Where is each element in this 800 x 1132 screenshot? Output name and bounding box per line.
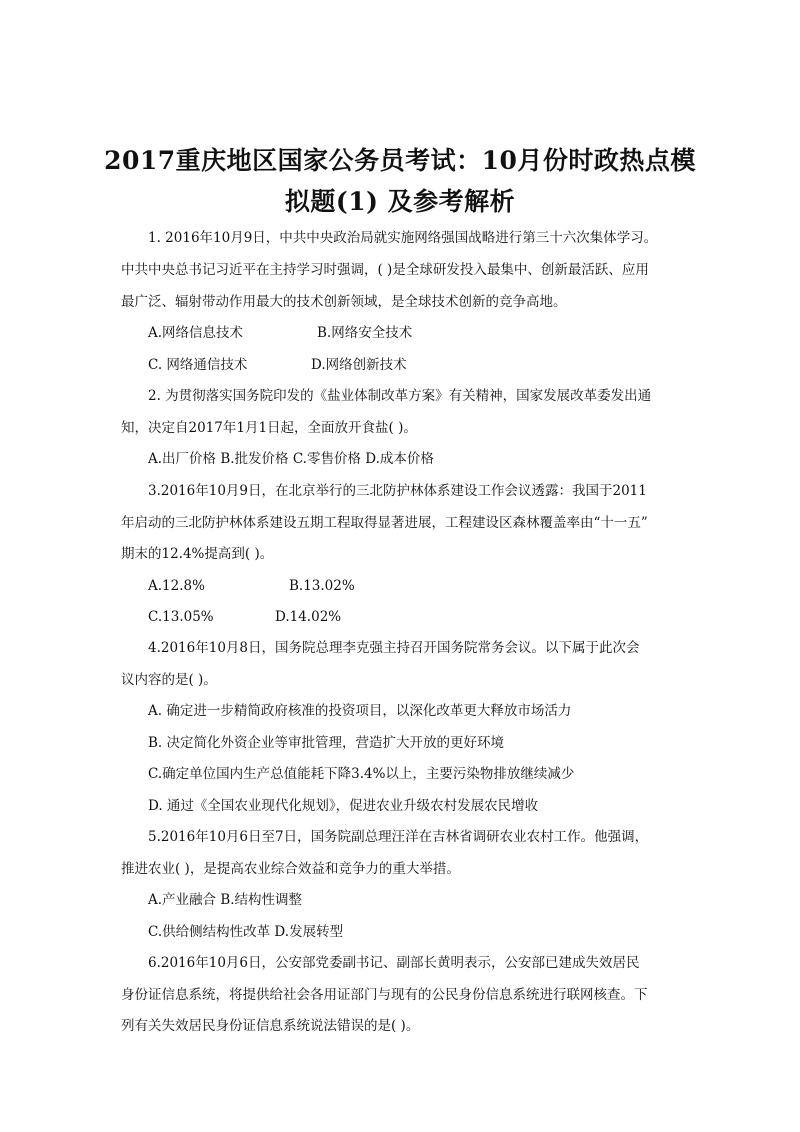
question-3-option-c: C.13.05% (148, 609, 214, 625)
question-1-line-1: 1. 2016年10月9日，中共中央政治局就实施网络强国战略进行第三十六次集体学习。 (148, 230, 658, 246)
question-1-line-2: 中共中央总书记习近平在主持学习时强调，( )是全球研发投入最集中、创新最活跃、应用 (121, 262, 649, 278)
question-6-line-3: 列有关失效居民身份证信息系统说法错误的是( )。 (121, 1018, 420, 1034)
question-1-option-d: D.网络创新技术 (311, 357, 407, 373)
question-3-line-1: 3.2016年10月9日，在北京举行的三北防护林体系建设工作会议透露：我国于2011 (148, 483, 647, 499)
question-1-option-a: A.网络信息技术 (148, 325, 244, 341)
question-5-line-1: 5.2016年10月6日至7日，国务院副总理汪洋在吉林省调研农业农村工作。他强调， (148, 829, 649, 845)
question-2-options: A.出厂价格 B.批发价格 C.零售价格 D.成本价格 (148, 451, 434, 467)
question-3-option-a: A.12.8% (148, 578, 205, 594)
question-3-option-b: B.13.02% (289, 578, 355, 594)
question-4-line-1: 4.2016年10月8日，国务院总理李克强主持召开国务院常务会议。以下属于此次会 (148, 640, 640, 656)
question-4-option-c: C.确定单位国内生产总值能耗下降3.4%以上，主要污染物排放继续减少 (148, 766, 575, 782)
question-5-options-ab: A.产业融合 B.结构性调整 (148, 892, 303, 908)
question-1-option-b: B.网络安全技术 (317, 325, 413, 341)
question-3-line-3: 期末的12.4%提高到( )。 (121, 546, 274, 562)
question-5-line-2: 推进农业( )，是提高农业综合效益和竞争力的重大举措。 (121, 861, 460, 877)
question-1-option-c: C. 网络通信技术 (148, 357, 248, 373)
question-2-line-2: 知，决定自2017年1月1日起，全面放开食盐( )。 (121, 420, 417, 436)
question-2-line-1: 2. 为贯彻落实国务院印发的《盐业体制改革方案》有关精神，国家发展改革委发出通 (148, 388, 652, 404)
question-4-option-d: D. 通过《全国农业现代化规划》，促进农业升级农村发展农民增收 (148, 798, 539, 814)
question-3-line-2: 年启动的三北防护林体系建设五期工程取得显著进展，工程建设区森林覆盖率由“十一五” (121, 515, 648, 531)
question-4-line-2: 议内容的是( )。 (121, 672, 217, 688)
question-6-line-2: 身份证信息系统，将提供给社会各用证部门与现有的公民身份信息系统进行联网核查。下 (121, 987, 648, 1003)
question-6-line-1: 6.2016年10月6日，公安部党委副书记、副部长黄明表示，公安部已建成失效居民 (148, 955, 640, 971)
question-1-line-3: 最广泛、辐射带动作用最大的技术创新领域，是全球技术创新的竞争高地。 (121, 294, 567, 310)
question-5-options-cd: C.供给侧结构性改革 D.发展转型 (148, 924, 344, 940)
question-4-option-b: B. 决定简化外资企业等审批管理，营造扩大开放的更好环境 (148, 735, 505, 751)
question-3-option-d: D.14.02% (275, 609, 342, 625)
document-title-line-1: 2017重庆地区国家公务员考试：10月份时政热点模 (104, 146, 696, 175)
document-title-line-2: 拟题(1) 及参考解析 (284, 187, 516, 216)
question-4-option-a: A. 确定进一步精简政府核准的投资项目，以深化改革更大释放市场活力 (148, 703, 572, 719)
